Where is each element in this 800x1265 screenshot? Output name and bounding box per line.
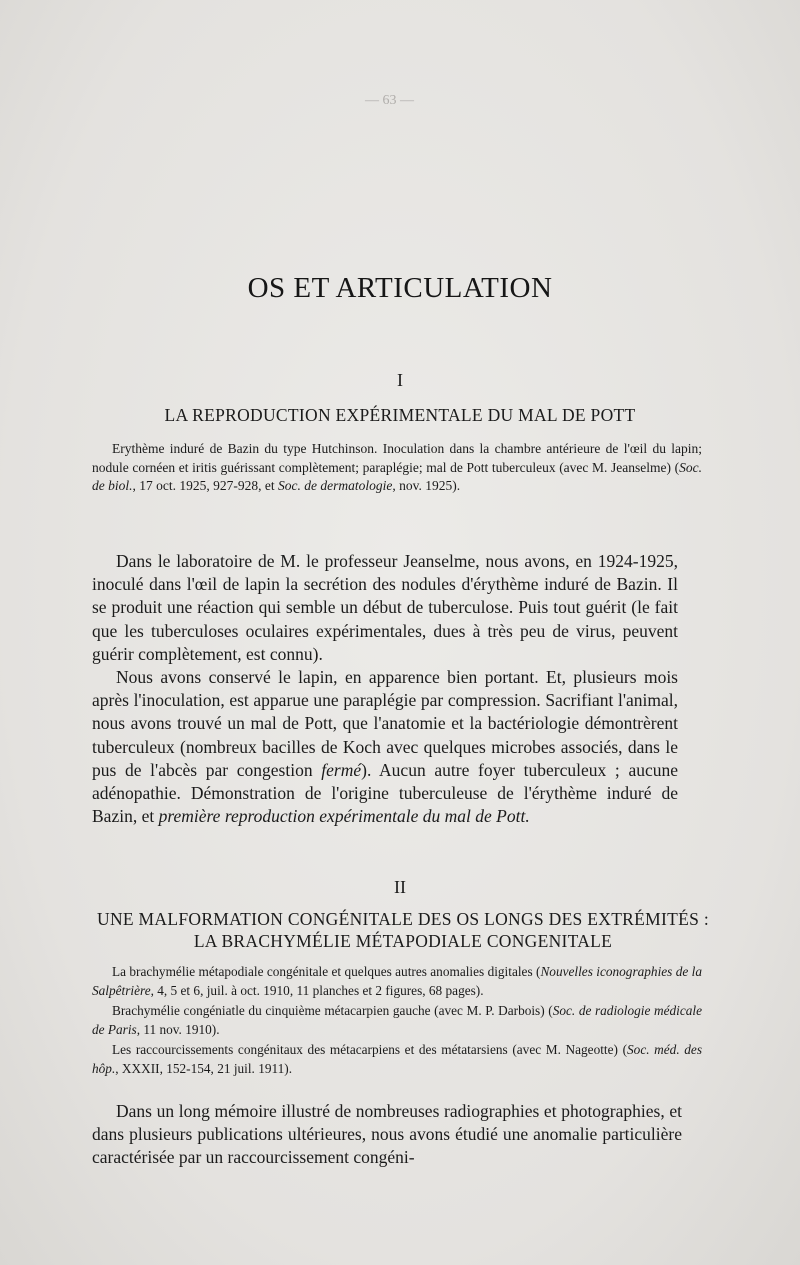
emphasis: fermé	[321, 759, 362, 780]
section-heading-2: UNE MALFORMATION CONGÉNITALE DES OS LONGS DES EXTRÉMITÉS : LA BRACHYMÉLIE MÉTAPODIALE CONGENITALE	[97, 909, 709, 951]
bibliography-note-1	[92, 440, 702, 496]
paragraph: Dans le laboratoire de M. le professeur Jeanselme, nous avons, en 1924-1925, inoculé dans l'œil de lapin la secrétion des nodules d'érythème induré de Bazin. Il se produit une réaction qui semble un début de tuberculose. Puis tout guérit (le fait que les tuberculoses oculaires expérimentales, dues à très peu de virus, peuvent guérir complètement, est connu).	[92, 551, 678, 664]
paragraph-text: ). Aucun autre foyer tuberculeux ; aucune adénopathie. Démonstration de l'origine tuberculeuse de l'érythème induré de Bazin, et	[92, 759, 678, 827]
biblio-text: , 17 oct. 1925, 927-928, et	[132, 478, 278, 493]
biblio-text: , nov. 1925).	[392, 478, 461, 493]
reference	[92, 1002, 702, 1039]
ref-text: La brachymélie métapodiale congénitale et quelques autres anomalies digitales (	[112, 964, 541, 979]
ref-text: Les raccourcissements congénitaux des métacarpiens et des métatarsiens (avec M. Nageotte) (	[112, 1042, 628, 1057]
journal-name: Soc. méd. des hôp.	[92, 1042, 703, 1076]
emphasis: première reproduction expérimentale du mal de Pott.	[158, 806, 530, 827]
section-numeral-1: I	[397, 370, 403, 390]
section-heading-1: LA REPRODUCTION EXPÉRIMENTALE DU MAL DE POTT	[164, 405, 636, 425]
paragraph: Dans un long mémoire illustré de nombreuses radiographies et photographies, et dans plusieurs publications ultérieures, nous avons étudié une anomalie particulière caractérisée par un raccourcissement congéni-	[92, 1101, 682, 1168]
journal-name: Soc. de radiologie médicale de Paris	[92, 1003, 702, 1037]
journal-name: Soc. de dermatologie	[277, 478, 393, 493]
page-number: — 63 —	[365, 93, 414, 108]
ref-text: , XXXII, 152-154, 21 juil. 1911).	[115, 1060, 293, 1076]
section-1-body	[92, 550, 678, 828]
ref-text: , 4, 5 et 6, juil. à oct. 1910, 11 planches et 2 figures, 68 pages).	[150, 982, 484, 998]
paragraph	[92, 666, 678, 828]
journal-name: Soc. de biol.	[92, 459, 702, 493]
bibliography-note-2	[92, 963, 702, 1080]
paragraph-text: Nous avons conservé le lapin, en apparence bien portant. Et, plusieurs mois après l'inoculation, est apparue une paraplégie par compression. Sacrifiant l'animal, nous avons trouvé un mal de Pott, que l'anatomie et la bactériologie démontrèrent tuberculeux (nombreux bacilles de Koch avec quelques microbes associés, dans le pus de l'abcès par congestion	[92, 667, 678, 780]
page-title: OS ET ARTICULATION	[247, 272, 553, 304]
journal-name: Nouvelles iconographies de la Salpêtrière	[92, 964, 702, 998]
ref-text: , 11 nov. 1910).	[136, 1021, 220, 1037]
reference	[92, 1041, 702, 1078]
biblio-text: Erythème induré de Bazin du type Hutchinson. Inoculation dans la chambre antérieure de l'œil du lapin; nodule cornéen et iritis guérissant complètement; paraplégie; mal de Pott tuberculeux (avec M. Jeanselme) (	[92, 441, 702, 475]
section-numeral-2: II	[394, 877, 406, 897]
ref-text: Brachymélie congéniatle du cinquième métacarpien gauche (avec M. P. Darbois) (	[112, 1003, 553, 1018]
section-2-body	[92, 1100, 682, 1170]
reference	[92, 963, 702, 1000]
